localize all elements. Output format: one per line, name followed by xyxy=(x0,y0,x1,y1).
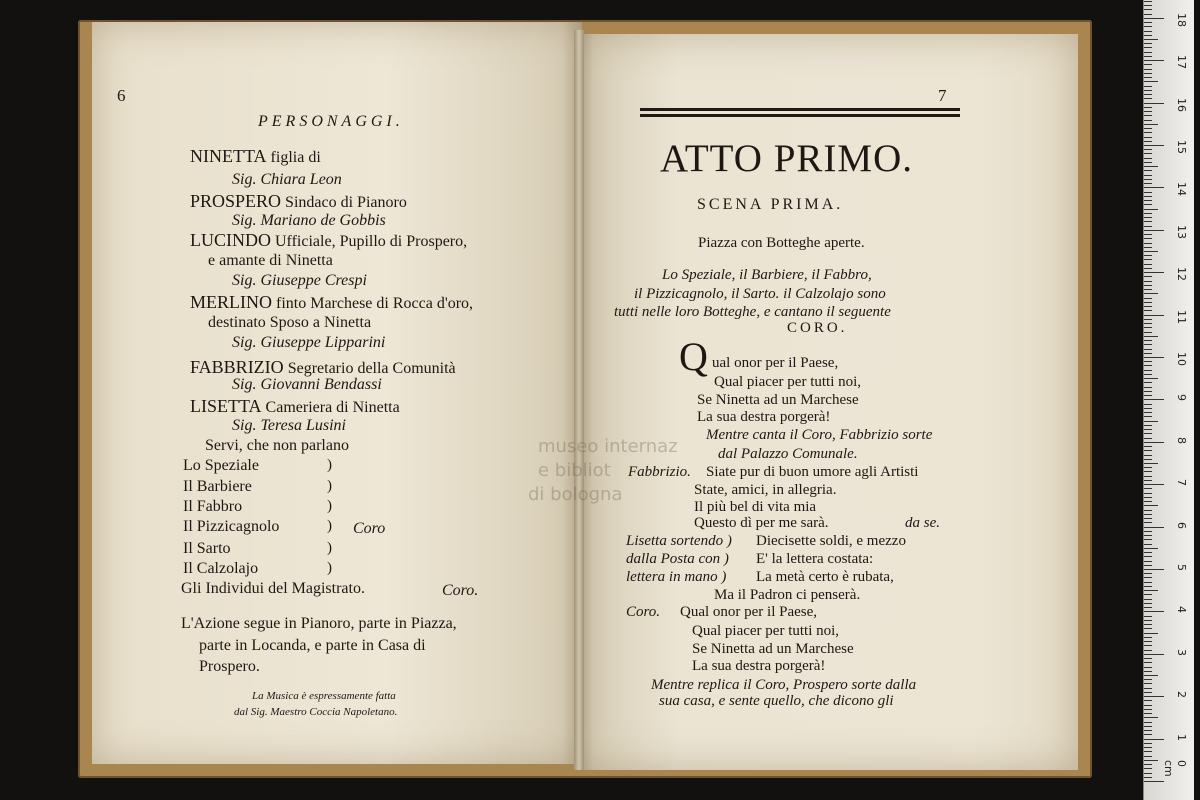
ruler-tick xyxy=(1144,332,1152,333)
ruler-tick xyxy=(1144,722,1152,723)
ruler-tick xyxy=(1144,243,1152,244)
chorus-member: Il Sarto xyxy=(183,540,231,557)
chorus-member: Il Fabbro xyxy=(183,498,243,515)
ruler-tick xyxy=(1144,200,1152,201)
ruler-unit: 0 cm xyxy=(1162,760,1188,777)
ruler-label: 11 xyxy=(1175,309,1188,324)
ruler-tick xyxy=(1144,700,1152,701)
stage-direction-2: il Pizzicagnolo, il Sarto. il Calzolajo sono xyxy=(634,286,886,302)
ruler-tick xyxy=(1144,561,1152,562)
character-role: figlia di xyxy=(266,149,321,166)
ruler-label: 1 xyxy=(1175,733,1188,741)
ruler-tick xyxy=(1144,298,1152,299)
ruler-tick xyxy=(1144,582,1152,583)
ruler-tick xyxy=(1144,285,1152,286)
ruler-tick xyxy=(1144,323,1152,324)
chorus-member: Lo Speziale xyxy=(183,457,259,474)
verse-line: Questo dì per me sarà. xyxy=(694,515,829,531)
azione-line-1: L'Azione segue in Pianoro, parte in Piazza, xyxy=(181,615,457,632)
brace-paren: ) xyxy=(327,518,332,534)
chorus-member: Il Calzolajo xyxy=(183,560,259,577)
ruler-tick xyxy=(1144,349,1152,350)
ruler-label: 13 xyxy=(1175,224,1188,239)
ruler-tick xyxy=(1144,662,1152,663)
ruler-tick xyxy=(1144,94,1152,95)
ruler-tick xyxy=(1144,425,1152,426)
actor-name: Sig. Chiara Leon xyxy=(232,171,342,188)
ruler-label: 8 xyxy=(1175,436,1188,444)
speaker-label: Fabbrizio. xyxy=(628,464,691,480)
ruler-tick xyxy=(1144,98,1152,99)
character-name: MERLINO xyxy=(190,292,272,312)
stage-direction-3: tutti nelle loro Botteghe, e cantano il seguente xyxy=(614,304,891,320)
brace-paren: ) xyxy=(327,478,332,494)
actor-name: Sig. Mariano de Gobbis xyxy=(232,212,386,229)
ruler-tick xyxy=(1144,675,1158,676)
ruler-tick xyxy=(1144,446,1152,447)
musica-line-2: dal Sig. Maestro Coccia Napoletano. xyxy=(234,706,398,718)
stage-direction-1: Lo Speziale, il Barbiere, il Fabbro, xyxy=(662,267,872,283)
verse-line: dal Palazzo Comunale. xyxy=(718,446,858,462)
speaker-label: lettera in mano ) xyxy=(626,569,727,585)
ruler-tick xyxy=(1144,153,1152,154)
verse-line: State, amici, in allegria. xyxy=(694,482,837,498)
ruler-tick xyxy=(1144,293,1158,294)
actor-name: Sig. Giovanni Bendassi xyxy=(232,376,382,393)
ruler-tick xyxy=(1144,497,1152,498)
ruler-tick xyxy=(1144,81,1158,82)
ruler-tick xyxy=(1144,633,1158,634)
scene-title: SCENA PRIMA. xyxy=(697,196,844,213)
ruler-tick xyxy=(1144,35,1152,36)
ruler-tick xyxy=(1144,607,1152,608)
ruler-tick xyxy=(1144,459,1152,460)
act-title: ATTO PRIMO. xyxy=(660,137,913,180)
ruler-tick xyxy=(1144,514,1152,515)
verse-line: Mentre canta il Coro, Fabbrizio sorte xyxy=(706,427,933,443)
chorus-member: Il Pizzicagnolo xyxy=(183,518,280,535)
ruler-tick xyxy=(1144,467,1152,468)
ruler-label: 17 xyxy=(1175,55,1188,70)
ruler-tick xyxy=(1144,387,1152,388)
ruler-tick xyxy=(1144,357,1164,358)
ruler-tick xyxy=(1144,688,1152,689)
ruler-tick xyxy=(1144,315,1164,316)
verse-line: Ma il Padron ci penserà. xyxy=(714,587,861,603)
ruler-tick xyxy=(1144,221,1152,222)
servants-line: Servi, che non parlano xyxy=(205,437,349,454)
ruler-tick xyxy=(1144,327,1152,328)
ruler-tick xyxy=(1144,641,1152,642)
ruler-tick xyxy=(1144,52,1152,53)
ruler-tick xyxy=(1144,234,1152,235)
character-role-continued: destinato Sposo a Ninetta xyxy=(208,314,372,331)
ruler-tick xyxy=(1144,14,1152,15)
ruler-tick xyxy=(1144,26,1152,27)
ruler-tick xyxy=(1144,1,1152,2)
ruler-tick xyxy=(1144,658,1152,659)
ruler-tick xyxy=(1144,476,1152,477)
ruler-tick xyxy=(1144,115,1152,116)
ruler-label: 3 xyxy=(1175,648,1188,656)
ruler-tick xyxy=(1144,730,1152,731)
ruler-tick xyxy=(1144,713,1152,714)
ruler-tick xyxy=(1144,170,1152,171)
ruler-tick xyxy=(1144,679,1152,680)
ruler-tick xyxy=(1144,302,1152,303)
speaker-label: dalla Posta con ) xyxy=(626,551,729,567)
character-role: Cameriera di Ninetta xyxy=(261,399,400,416)
ruler-tick xyxy=(1144,569,1164,570)
ruler-tick xyxy=(1144,573,1152,574)
character-name: LISETTA xyxy=(190,396,262,416)
ruler-tick xyxy=(1144,408,1152,409)
ruler-tick xyxy=(1144,399,1164,400)
brace-paren: ) xyxy=(327,540,332,556)
ruler-tick xyxy=(1144,429,1152,430)
ruler-tick xyxy=(1144,175,1152,176)
coro-heading: CORO. xyxy=(787,320,848,336)
ruler-tick xyxy=(1144,107,1152,108)
azione-line-2: parte in Locanda, e parte in Casa di xyxy=(199,637,426,654)
ruler-tick xyxy=(1144,510,1152,511)
ruler-tick xyxy=(1144,204,1152,205)
ruler-tick xyxy=(1144,743,1152,744)
ruler-tick xyxy=(1144,73,1152,74)
ruler-tick xyxy=(1144,281,1152,282)
verse-line: sua casa, e sente quello, che dicono gli xyxy=(659,693,894,709)
ruler-label: 10 xyxy=(1175,352,1188,366)
verse-line: Il più bel di vita mia xyxy=(694,499,817,515)
ruler-tick xyxy=(1144,455,1152,456)
ruler-tick xyxy=(1144,306,1152,307)
ruler-tick xyxy=(1144,556,1152,557)
ruler-tick xyxy=(1144,471,1152,472)
ruler-tick xyxy=(1144,361,1152,362)
ruler-tick xyxy=(1144,594,1152,595)
ruler-tick xyxy=(1144,365,1152,366)
chorus-member: Il Barbiere xyxy=(183,478,252,495)
ruler-tick xyxy=(1144,760,1158,761)
ruler-tick xyxy=(1144,590,1158,591)
ruler-tick xyxy=(1144,438,1152,439)
ruler-tick xyxy=(1144,276,1152,277)
ruler-tick xyxy=(1144,120,1152,121)
ruler-label: 14 xyxy=(1175,182,1188,197)
character-entry xyxy=(190,357,456,378)
ruler-tick xyxy=(1144,370,1152,371)
ruler-tick xyxy=(1144,522,1152,523)
actor-name: Sig. Giuseppe Lipparini xyxy=(232,334,386,351)
ruler-tick xyxy=(1144,183,1152,184)
ruler-tick xyxy=(1144,611,1164,612)
character-role: finto Marchese di Rocca d'oro, xyxy=(272,295,474,312)
ruler-tick xyxy=(1144,264,1152,265)
ruler-tick xyxy=(1144,412,1152,413)
speaker-label: Coro. xyxy=(626,604,661,620)
ruler-tick xyxy=(1144,696,1164,697)
character-role-continued: e amante di Ninetta xyxy=(208,252,333,269)
ruler-tick xyxy=(1144,247,1152,248)
ruler-tick xyxy=(1144,238,1152,239)
ruler-tick xyxy=(1144,645,1152,646)
ruler-tick xyxy=(1144,603,1152,604)
ruler-tick xyxy=(1144,213,1152,214)
ruler-tick xyxy=(1144,747,1152,748)
character-entry xyxy=(190,230,467,251)
ruler-tick xyxy=(1144,166,1158,167)
ruler-tick xyxy=(1144,777,1152,778)
verse-line: ual onor per il Paese, xyxy=(712,355,839,371)
ruler-tick xyxy=(1144,683,1152,684)
ruler-tick xyxy=(1144,726,1152,727)
ruler-tick xyxy=(1144,493,1152,494)
ruler-tick xyxy=(1144,132,1152,133)
ruler-tick xyxy=(1144,340,1152,341)
ruler-tick xyxy=(1144,18,1164,19)
character-name: FABBRIZIO xyxy=(190,357,284,377)
ruler-tick xyxy=(1144,544,1152,545)
ruler-label: 15 xyxy=(1175,140,1188,154)
ruler-tick xyxy=(1144,47,1152,48)
ruler-tick xyxy=(1144,319,1152,320)
verse-line: Qual piacer per tutti noi, xyxy=(714,374,862,390)
ruler-tick xyxy=(1144,768,1152,769)
ruler-tick xyxy=(1144,552,1152,553)
ruler-tick xyxy=(1144,64,1152,65)
actor-name: Sig. Giuseppe Crespi xyxy=(232,272,367,289)
ruler-tick xyxy=(1144,450,1152,451)
ruler-tick xyxy=(1144,268,1152,269)
ruler-tick xyxy=(1144,734,1152,735)
ruler-tick xyxy=(1144,145,1164,146)
actor-name: Sig. Teresa Lusini xyxy=(232,417,346,434)
ruler-tick xyxy=(1144,739,1164,740)
ruler-tick xyxy=(1144,565,1152,566)
ruler-tick xyxy=(1144,336,1158,337)
character-entry xyxy=(190,146,321,167)
brace-paren: ) xyxy=(327,498,332,514)
verse-line: Diecisette soldi, e mezzo xyxy=(756,533,906,549)
watermark-line-2: e bibliot xyxy=(538,460,611,481)
magistrate-coro: Coro. xyxy=(442,582,479,599)
character-entry xyxy=(190,292,473,313)
ruler-tick xyxy=(1144,382,1152,383)
ruler-tick xyxy=(1144,111,1152,112)
ruler-tick xyxy=(1144,705,1152,706)
ruler-tick xyxy=(1144,751,1152,752)
character-role: Sindaco di Pianoro xyxy=(281,194,407,211)
ruler-tick xyxy=(1144,650,1152,651)
ruler-label: 2 xyxy=(1175,691,1188,699)
ruler-tick xyxy=(1144,310,1152,311)
brace-paren: ) xyxy=(327,457,332,473)
ruler-label: 16 xyxy=(1175,97,1188,112)
page-number-left: 6 xyxy=(117,86,126,105)
magistrate-line: Gli Individui del Magistrato. xyxy=(181,580,365,597)
drop-cap: Q xyxy=(679,334,708,379)
ruler-tick xyxy=(1144,251,1158,252)
ruler-label: 9 xyxy=(1175,394,1188,402)
ruler-tick xyxy=(1144,442,1164,443)
ruler-tick xyxy=(1144,416,1152,417)
ruler-tick xyxy=(1144,141,1152,142)
ruler-tick xyxy=(1144,671,1152,672)
ruler-tick xyxy=(1144,404,1152,405)
ruler-tick xyxy=(1144,187,1164,188)
ruler-tick xyxy=(1144,395,1152,396)
ruler-tick xyxy=(1144,773,1152,774)
ruler-tick xyxy=(1144,5,1152,6)
ruler-tick xyxy=(1144,77,1152,78)
ruler-tick xyxy=(1144,378,1158,379)
scene-setting: Piazza con Botteghe aperte. xyxy=(698,235,865,251)
book-spine xyxy=(574,30,584,770)
ruler-tick xyxy=(1144,781,1164,782)
page-number-right: 7 xyxy=(938,86,947,105)
ruler-tick xyxy=(1144,179,1152,180)
brace-paren: ) xyxy=(327,560,332,576)
ruler-tick xyxy=(1144,421,1158,422)
ornamental-rule xyxy=(640,108,960,118)
ruler-tick xyxy=(1144,31,1152,32)
ruler-tick xyxy=(1144,637,1152,638)
speaker-label: Lisetta sortendo ) xyxy=(626,533,732,549)
ruler-label: 7 xyxy=(1175,479,1188,487)
ruler-tick xyxy=(1144,501,1152,502)
ruler-tick xyxy=(1144,433,1152,434)
ruler-tick xyxy=(1144,391,1152,392)
ruler-tick xyxy=(1144,255,1152,256)
ruler-tick xyxy=(1144,69,1152,70)
ruler-tick xyxy=(1144,599,1152,600)
ruler-label: 12 xyxy=(1175,267,1188,282)
ruler-tick xyxy=(1144,90,1152,91)
ruler-tick xyxy=(1144,548,1158,549)
ruler-tick xyxy=(1144,616,1152,617)
ruler-tick xyxy=(1144,289,1152,290)
ruler-tick xyxy=(1144,196,1152,197)
ruler-tick xyxy=(1144,764,1152,765)
ruler-tick xyxy=(1144,162,1152,163)
ruler-tick xyxy=(1144,692,1152,693)
ruler-tick xyxy=(1144,56,1152,57)
ruler-tick xyxy=(1144,43,1152,44)
ruler-tick xyxy=(1144,272,1164,273)
ruler-tick xyxy=(1144,226,1152,227)
verse-line: Siate pur di buon umore agli Artisti xyxy=(706,464,919,480)
character-entry xyxy=(190,191,407,212)
aside-direction: da se. xyxy=(905,515,940,531)
ruler-tick xyxy=(1144,353,1152,354)
ruler-tick xyxy=(1144,624,1152,625)
ruler-tick xyxy=(1144,518,1152,519)
ruler-tick xyxy=(1144,259,1152,260)
watermark-line-3: di bologna xyxy=(528,484,623,505)
ruler-tick xyxy=(1144,344,1152,345)
ruler-tick xyxy=(1144,484,1164,485)
verse-line: La sua destra porgerà! xyxy=(697,409,831,425)
watermark-line-1: museo internaz xyxy=(538,436,678,457)
ruler-tick xyxy=(1144,480,1152,481)
character-entry xyxy=(190,396,400,417)
chorus-brace-label: Coro xyxy=(353,520,386,537)
ruler-tick xyxy=(1144,124,1158,125)
ruler-tick xyxy=(1144,22,1152,23)
character-role: Ufficiale, Pupillo di Prospero, xyxy=(271,233,468,250)
ruler-tick xyxy=(1144,620,1152,621)
ruler-tick xyxy=(1144,531,1152,532)
ruler-tick xyxy=(1144,217,1152,218)
ruler-tick xyxy=(1144,628,1152,629)
ruler-label: 4 xyxy=(1175,606,1188,614)
verse-line: La metà certo è rubata, xyxy=(756,569,894,585)
ruler-tick xyxy=(1144,86,1152,87)
ruler-tick xyxy=(1144,60,1164,61)
character-role: Segretario della Comunità xyxy=(283,360,456,377)
ruler-tick xyxy=(1144,488,1152,489)
ruler-tick xyxy=(1144,374,1152,375)
verse-line: Qual piacer per tutti noi, xyxy=(692,623,840,639)
character-name: PROSPERO xyxy=(190,191,282,211)
ruler-tick xyxy=(1144,149,1152,150)
ruler-tick xyxy=(1144,463,1158,464)
azione-line-3: Prospero. xyxy=(199,658,260,675)
character-name: NINETTA xyxy=(190,146,267,166)
personaggi-heading: PERSONAGGI. xyxy=(258,113,404,130)
ruler-tick xyxy=(1144,158,1152,159)
ruler-tick xyxy=(1144,137,1152,138)
verse-line: Se Ninetta ad un Marchese xyxy=(697,392,859,408)
verse-line: Mentre replica il Coro, Prospero sorte dalla xyxy=(651,677,917,693)
ruler-tick xyxy=(1144,709,1152,710)
ruler-tick xyxy=(1144,39,1158,40)
ruler-tick xyxy=(1144,192,1152,193)
ruler-tick xyxy=(1144,505,1158,506)
verse-line: Se Ninetta ad un Marchese xyxy=(692,641,854,657)
ruler-tick xyxy=(1144,717,1158,718)
ruler-tick xyxy=(1144,527,1164,528)
ruler-tick xyxy=(1144,535,1152,536)
ruler-tick xyxy=(1144,9,1152,10)
ruler-tick xyxy=(1144,103,1164,104)
ruler-tick xyxy=(1144,128,1152,129)
musica-line-1: La Musica è espressamente fatta xyxy=(252,690,396,702)
verse-line: E' la lettera costata: xyxy=(756,551,874,567)
ruler-label: 18 xyxy=(1175,12,1188,27)
ruler-tick xyxy=(1144,586,1152,587)
character-name: LUCINDO xyxy=(190,230,271,250)
ruler-tick xyxy=(1144,209,1158,210)
ruler-label: 6 xyxy=(1175,521,1188,529)
ruler-tick xyxy=(1144,667,1152,668)
ruler-tick xyxy=(1144,577,1152,578)
verse-line: La sua destra porgerà! xyxy=(692,658,826,674)
ruler-tick xyxy=(1144,539,1152,540)
ruler-label: 5 xyxy=(1175,564,1188,571)
ruler-tick xyxy=(1144,756,1152,757)
verse-line: Qual onor per il Paese, xyxy=(680,604,818,620)
ruler-tick xyxy=(1144,654,1164,655)
ruler-tick xyxy=(1144,230,1164,231)
